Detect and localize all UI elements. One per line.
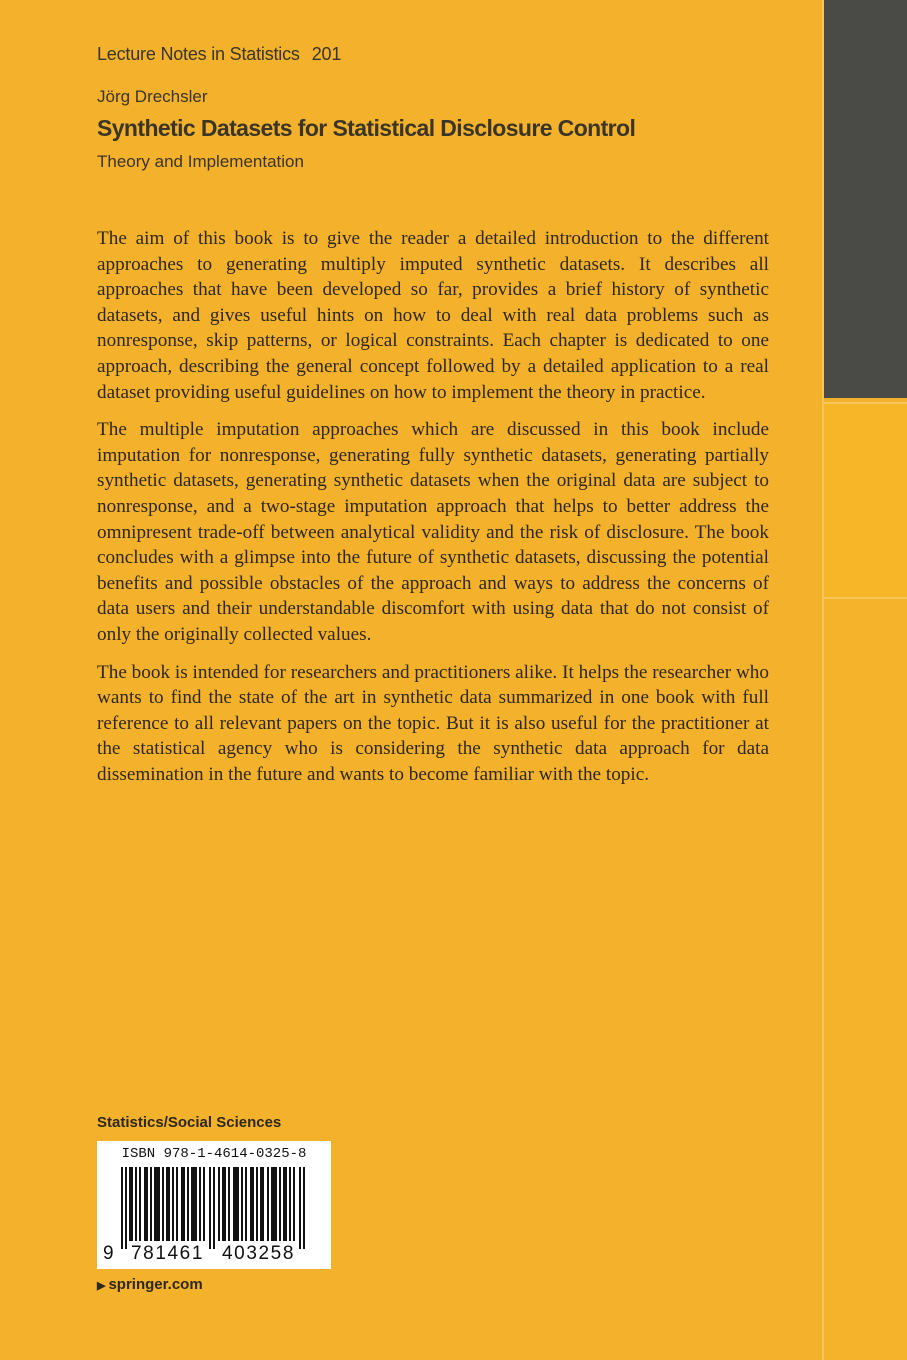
series-name: Lecture Notes in Statistics	[97, 44, 300, 64]
author-name: Jörg Drechsler	[97, 87, 208, 106]
book-subtitle: Theory and Implementation	[97, 152, 304, 171]
publisher-url: springer.com	[108, 1276, 203, 1293]
spine-divider	[822, 402, 907, 404]
blurb	[97, 226, 769, 799]
spine-low-band	[824, 599, 907, 1360]
publisher-link	[97, 1276, 203, 1293]
blurb-paragraph: The multiple imputation approaches which are discussed in this book include imputation for nonresponse, generating fully synthetic datasets, generating partially synthetic datasets, generating synthetic datasets when the original data are subject to nonresponse, and a two-stage imputation approach that helps to better address the omnipresent trade-off between analytical validity and the risk of disclosure. The book concludes with a glimpse into the future of synthetic datasets, discussing the potential benefits and possible obstacles of the approach and ways to address the concerns of data users and their understandable discomfort with using data that do not consist of only the originally collected values.	[97, 419, 769, 645]
barcode-digits-right: 403258	[222, 1243, 296, 1264]
barcode-digit-first: 9	[103, 1243, 114, 1264]
barcode-digits-left: 781461	[131, 1243, 205, 1264]
barcode-image	[119, 1167, 309, 1249]
blurb-paragraph: The aim of this book is to give the reader a detailed introduction to the different approaches to generating multiply imputed synthetic datasets. It describes all approaches that have been developed so far, provides a brief history of synthetic datasets, and gives useful hints on how to deal with real data problems such as nonresponse, skip patterns, or logical constraints. Each chapter is dedicated to one approach, describing the general concept followed by a detailed application to a real dataset providing useful guidelines on how to implement the theory in practice.	[97, 228, 769, 403]
play-arrow-icon: ▶	[97, 1280, 106, 1292]
spine-divider	[822, 597, 907, 599]
spine-dark-band	[822, 0, 907, 398]
series-number: 201	[311, 44, 342, 64]
isbn-number: ISBN 978-1-4614-0325-8	[121, 1146, 307, 1162]
spine-edge-line	[822, 0, 824, 1360]
book-title: Synthetic Datasets for Statistical Disclosure Control	[97, 115, 636, 141]
barcode-label	[97, 1141, 331, 1269]
series-line	[97, 44, 341, 65]
spine-mid-band	[824, 404, 907, 597]
blurb-paragraph: The book is intended for researchers and practitioners alike. It helps the researcher who wants to find the state of the art in synthetic data summarized in one book with full reference to all relevant papers on the topic. But it is also useful for the practitioner at the statistical agency who is considering the synthetic data approach for data dissemination in the future and wants to become familiar with the topic.	[97, 661, 769, 785]
subject-category: Statistics/Social Sciences	[97, 1114, 282, 1131]
